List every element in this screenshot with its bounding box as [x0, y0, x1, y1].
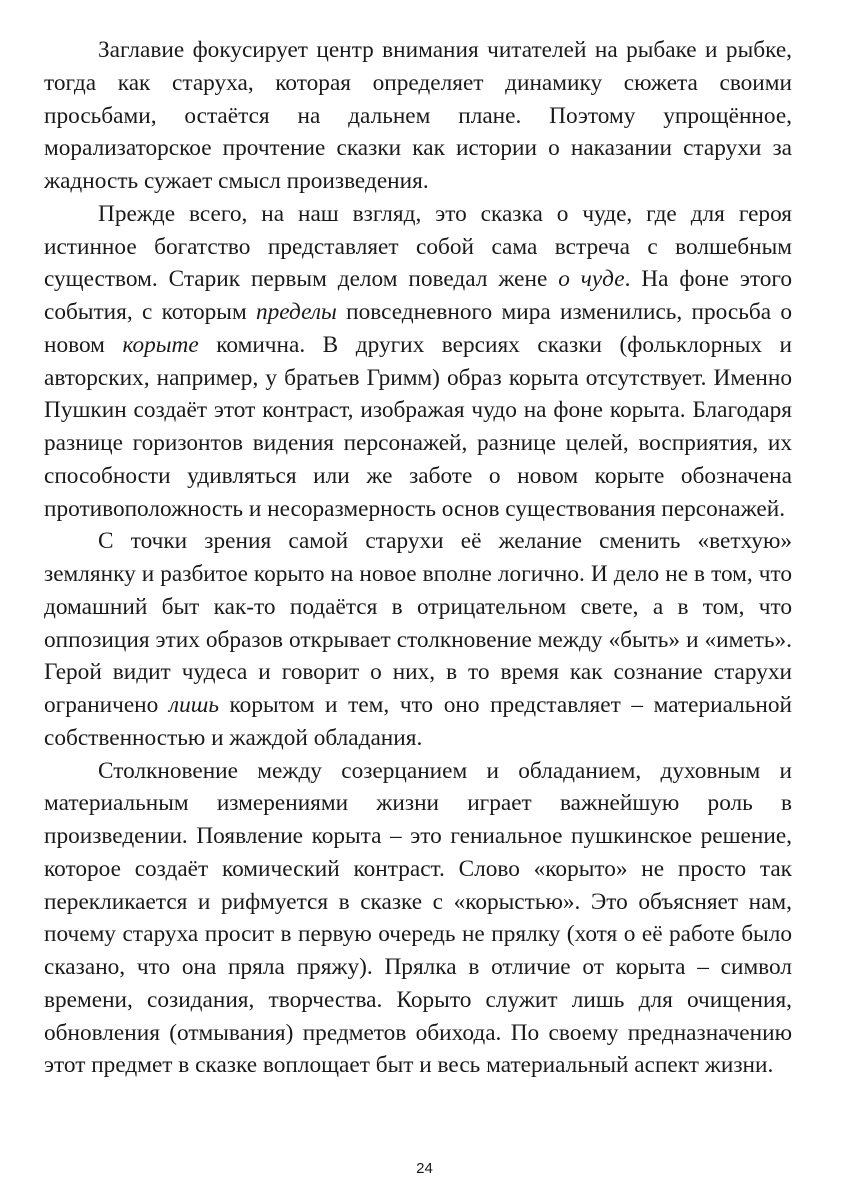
page-number: 24 — [416, 1160, 433, 1177]
paragraph-3 — [44, 525, 792, 754]
paragraph-2-text: Прежде всего, на наш взгляд, это сказка о чуде, где для героя истинное богатство представляет собой сама встреча с волшебным существом. Старик первым делом поведал жене — [44, 200, 792, 293]
paragraph-1-text: Заглавие фокусирует центр внимания читателей на рыбаке и рыбке, тогда как старуха, которая определяет динамику сюжета своими просьбами, остаётся на дальнем плане. Поэтому упрощённое, морализаторское прочтение сказки как истории о наказании старухи за жадность сужает смысл произведения. — [44, 37, 792, 194]
italic-word-predely: пределы — [256, 299, 337, 325]
paragraph-4-text: Столкновение между созерцанием и обладанием, духовным и материальным измерениями жизни играет важнейшую роль в произведении. Появление корыта – это гениальное пушкинское решение, которое создаёт комический контраст. Слово «корыто» не просто так перекликается и рифмуется в сказке с «корыстью». Это объясняет нам, почему старуха просит в первую очередь не прялку (хотя о её работе было сказано, что она пряла пряжу). Прялка в отличие от корыта – символ времени, созидания, творчества. Корыто служит лишь для очищения, обновления (отмывания) предметов обихода. По своему предназначению этот предмет в сказке воплощает быт и весь материальный аспект жизни. — [44, 757, 792, 1079]
paragraph-2-text: . На фоне этого события, с которым — [44, 266, 792, 325]
paragraph-3-text: корытом и тем, что оно представляет – материальной собственностью и жаждой обладания. — [44, 692, 793, 751]
paragraph-2 — [44, 198, 792, 526]
paragraph-3-text: С точки зрения самой старухи её желание сменить «ветхую» землянку и разбитое корыто на новое вполне логично. И дело не в том, что домашний быт как-то подаётся в отрицательном свете, а в том, что оппозиция этих образов открывает столкновение между «быть» и «иметь». Герой видит чудеса и говорит о них, в то время как сознание старухи ограничено — [44, 528, 792, 718]
italic-word-lish: лишь — [168, 692, 219, 718]
paragraph-4 — [44, 755, 792, 1083]
italic-phrase-o-chude: о чуде — [558, 266, 625, 293]
paragraph-2-text: повседневного мира изменились, просьба о новом — [44, 299, 792, 358]
paragraph-2-text: комична. В других версиях сказки (фольклорных и авторских, например, у братьев Гримм) образ корыта отсутствует. Именно Пушкин создаёт этот контраст, изображая чудо на фоне корыта. Благодаря разнице горизонтов видения персонажей, разнице целей, восприятия, их способности удивляться или же заботе о новом корыте обозначена противоположность и несоразмерность основ существования персонажей. — [44, 331, 792, 522]
paragraph-1 — [44, 34, 792, 198]
italic-word-koryte: корыте — [122, 331, 199, 358]
body-text — [44, 34, 792, 1082]
